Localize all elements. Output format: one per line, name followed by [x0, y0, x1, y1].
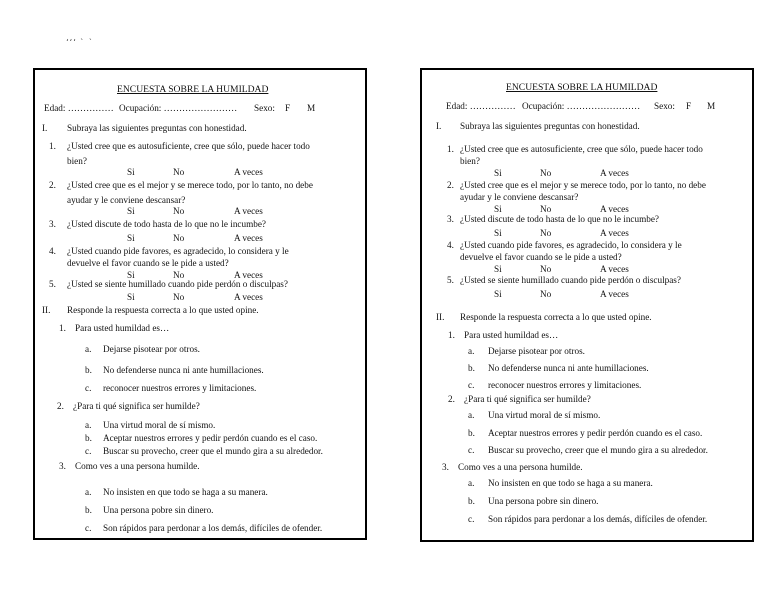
- question-text-continued: ayudar y le conviene descansar?: [460, 192, 579, 202]
- sex-option-m: M: [307, 103, 316, 113]
- option-no: No: [540, 168, 552, 178]
- question-text: Para usted humildad es…: [464, 330, 559, 340]
- question-number: 5.: [49, 279, 56, 289]
- answer-letter: b.: [468, 428, 475, 438]
- question-number: 1.: [447, 144, 454, 154]
- option-no: No: [540, 264, 552, 274]
- question-text: Para usted humildad es…: [75, 323, 170, 333]
- option-no: No: [173, 233, 185, 243]
- answer-letter: c.: [468, 514, 475, 524]
- top-mark: ‘‘‘ ` `: [66, 38, 94, 47]
- option-si: Si: [494, 168, 502, 178]
- option-a-veces: A veces: [234, 206, 263, 216]
- answer-letter: b.: [468, 496, 475, 506]
- question-text: ¿Usted discute de todo hasta de lo que no le incumbe?: [67, 219, 267, 229]
- answer-text: No insisten en que todo se haga a su manera.: [488, 478, 653, 488]
- answer-letter: b.: [468, 363, 475, 373]
- option-no: No: [173, 206, 185, 216]
- section-instruction: Subraya las siguientes preguntas con honestidad.: [67, 123, 247, 133]
- answer-text: No defenderse nunca ni ante humillaciones.: [103, 365, 264, 375]
- question-number: 1.: [59, 323, 66, 333]
- section-numeral: I.: [436, 121, 442, 131]
- survey-title: ENCUESTA SOBRE LA HUMILDAD: [506, 82, 658, 93]
- option-si: Si: [127, 167, 135, 177]
- option-a-veces: A veces: [600, 204, 629, 214]
- answer-text: Buscar su provecho, creer que el mundo gira a su alrededor.: [488, 445, 708, 455]
- question-number: 3.: [59, 461, 66, 471]
- question-text-continued: devuelve el favor cuando se le pide a usted?: [460, 252, 622, 262]
- question-number: 3.: [447, 214, 454, 224]
- question-number: 1.: [448, 330, 455, 340]
- question-number: 1.: [49, 141, 56, 151]
- question-text: ¿Usted cree que es autosuficiente, cree que sólo, puede hacer todo: [67, 141, 310, 151]
- option-si: Si: [494, 289, 502, 299]
- answer-text: Buscar su provecho, creer que el mundo gira a su alrededor.: [103, 446, 323, 456]
- option-a-veces: A veces: [234, 233, 263, 243]
- answer-letter: a.: [85, 487, 92, 497]
- answer-letter: c.: [85, 446, 92, 456]
- option-a-veces: A veces: [234, 292, 263, 302]
- option-no: No: [173, 167, 185, 177]
- option-si: Si: [127, 206, 135, 216]
- question-text: ¿Usted discute de todo hasta de lo que no le incumbe?: [460, 214, 660, 224]
- answer-text: No defenderse nunca ni ante humillaciones.: [488, 363, 649, 373]
- question-text-continued: bien?: [67, 156, 87, 166]
- question-number: 2.: [448, 394, 455, 404]
- answer-letter: c.: [85, 523, 92, 533]
- answer-letter: a.: [468, 410, 475, 420]
- answer-text: Una persona pobre sin dinero.: [488, 496, 599, 506]
- answer-letter: b.: [85, 365, 92, 375]
- answer-letter: a.: [468, 346, 475, 356]
- question-number: 4.: [447, 240, 454, 250]
- answer-text: Aceptar nuestros errores y pedir perdón cuando es el caso.: [103, 433, 318, 443]
- option-a-veces: A veces: [234, 167, 263, 177]
- question-number: 3.: [442, 462, 449, 472]
- answer-text: Una persona pobre sin dinero.: [103, 505, 214, 515]
- question-text-continued: ayudar y le conviene descansar?: [67, 195, 186, 205]
- option-si: Si: [127, 292, 135, 302]
- question-text: Como ves a una persona humilde.: [75, 461, 200, 471]
- option-no: No: [540, 228, 552, 238]
- survey-title: ENCUESTA SOBRE LA HUMILDAD: [117, 84, 269, 95]
- answer-text: Aceptar nuestros errores y pedir perdón cuando es el caso.: [488, 428, 703, 438]
- question-text: ¿Para ti qué significa ser humilde?: [73, 401, 200, 411]
- answer-text: Son rápidos para perdonar a los demás, difíciles de ofender.: [103, 523, 323, 533]
- sex-option-m: M: [707, 101, 716, 111]
- question-text-continued: devuelve el favor cuando se le pide a usted?: [67, 258, 229, 268]
- question-text: ¿Para ti qué significa ser humilde?: [464, 394, 591, 404]
- answer-text: Una virtud moral de sí mismo.: [488, 410, 601, 420]
- answer-text: reconocer nuestros errores y limitaciones.: [488, 380, 642, 390]
- option-a-veces: A veces: [600, 289, 629, 299]
- section-instruction: Subraya las siguientes preguntas con honestidad.: [460, 121, 640, 131]
- answer-text: Son rápidos para perdonar a los demás, difíciles de ofender.: [488, 514, 708, 524]
- option-si: Si: [494, 264, 502, 274]
- answer-text: No insisten en que todo se haga a su manera.: [103, 487, 268, 497]
- answer-letter: c.: [85, 383, 92, 393]
- sex-option-f: F: [686, 101, 692, 111]
- answer-letter: b.: [85, 433, 92, 443]
- answer-text: Dejarse pisotear por otros.: [103, 344, 200, 354]
- option-no: No: [173, 270, 185, 280]
- option-a-veces: A veces: [600, 264, 629, 274]
- section-numeral: II.: [42, 305, 51, 315]
- occupation-field: Ocupación: ……………………: [119, 103, 238, 113]
- answer-letter: a.: [85, 344, 92, 354]
- question-text: ¿Usted cree que es el mejor y se merece todo, por lo tanto, no debe: [67, 180, 313, 190]
- question-text: ¿Usted cuando pide favores, es agradecido, lo considera y le: [67, 246, 289, 256]
- section-numeral: II.: [436, 312, 445, 322]
- age-field: Edad: ……………: [44, 103, 114, 113]
- occupation-field: Ocupación: ……………………: [522, 101, 641, 111]
- answer-text: reconocer nuestros errores y limitaciones.: [103, 383, 257, 393]
- question-text: ¿Usted cuando pide favores, es agradecido, lo considera y le: [460, 240, 682, 250]
- question-text: ¿Usted cree que es autosuficiente, cree que sólo, puede hacer todo: [460, 144, 703, 154]
- option-si: Si: [494, 228, 502, 238]
- survey-sheet-left: [33, 68, 367, 540]
- question-text: ¿Usted se siente humillado cuando pide perdón o disculpas?: [67, 279, 288, 289]
- option-si: Si: [127, 233, 135, 243]
- section-instruction: Responde la respuesta correcta a lo que usted opine.: [460, 312, 652, 322]
- answer-text: Dejarse pisotear por otros.: [488, 346, 585, 356]
- section-numeral: I.: [42, 123, 48, 133]
- question-number: 4.: [49, 246, 56, 256]
- answer-letter: a.: [468, 478, 475, 488]
- sex-option-f: F: [285, 103, 291, 113]
- question-number: 3.: [49, 219, 56, 229]
- option-a-veces: A veces: [234, 270, 263, 280]
- answer-text: Una virtud moral de sí mismo.: [103, 420, 216, 430]
- question-number: 2.: [57, 401, 64, 411]
- question-number: 2.: [49, 180, 56, 190]
- sex-label: Sexo:: [654, 101, 675, 111]
- option-no: No: [540, 289, 552, 299]
- age-field: Edad: ……………: [446, 101, 516, 111]
- question-text-continued: bien?: [460, 156, 480, 166]
- survey-sheet-right: [420, 68, 754, 542]
- section-instruction: Responde la respuesta correcta a lo que usted opine.: [67, 305, 259, 315]
- sex-label: Sexo:: [254, 103, 275, 113]
- option-no: No: [540, 204, 552, 214]
- question-number: 5.: [447, 275, 454, 285]
- option-no: No: [173, 292, 185, 302]
- answer-letter: c.: [468, 445, 475, 455]
- option-a-veces: A veces: [600, 228, 629, 238]
- question-text: Como ves a una persona humilde.: [458, 462, 583, 472]
- question-text: ¿Usted se siente humillado cuando pide perdón o disculpas?: [460, 275, 681, 285]
- question-number: 2.: [447, 180, 454, 190]
- option-si: Si: [494, 204, 502, 214]
- option-a-veces: A veces: [600, 168, 629, 178]
- option-si: Si: [127, 270, 135, 280]
- answer-letter: b.: [85, 505, 92, 515]
- question-text: ¿Usted cree que es el mejor y se merece todo, por lo tanto, no debe: [460, 180, 706, 190]
- answer-letter: a.: [85, 420, 92, 430]
- answer-letter: c.: [468, 380, 475, 390]
